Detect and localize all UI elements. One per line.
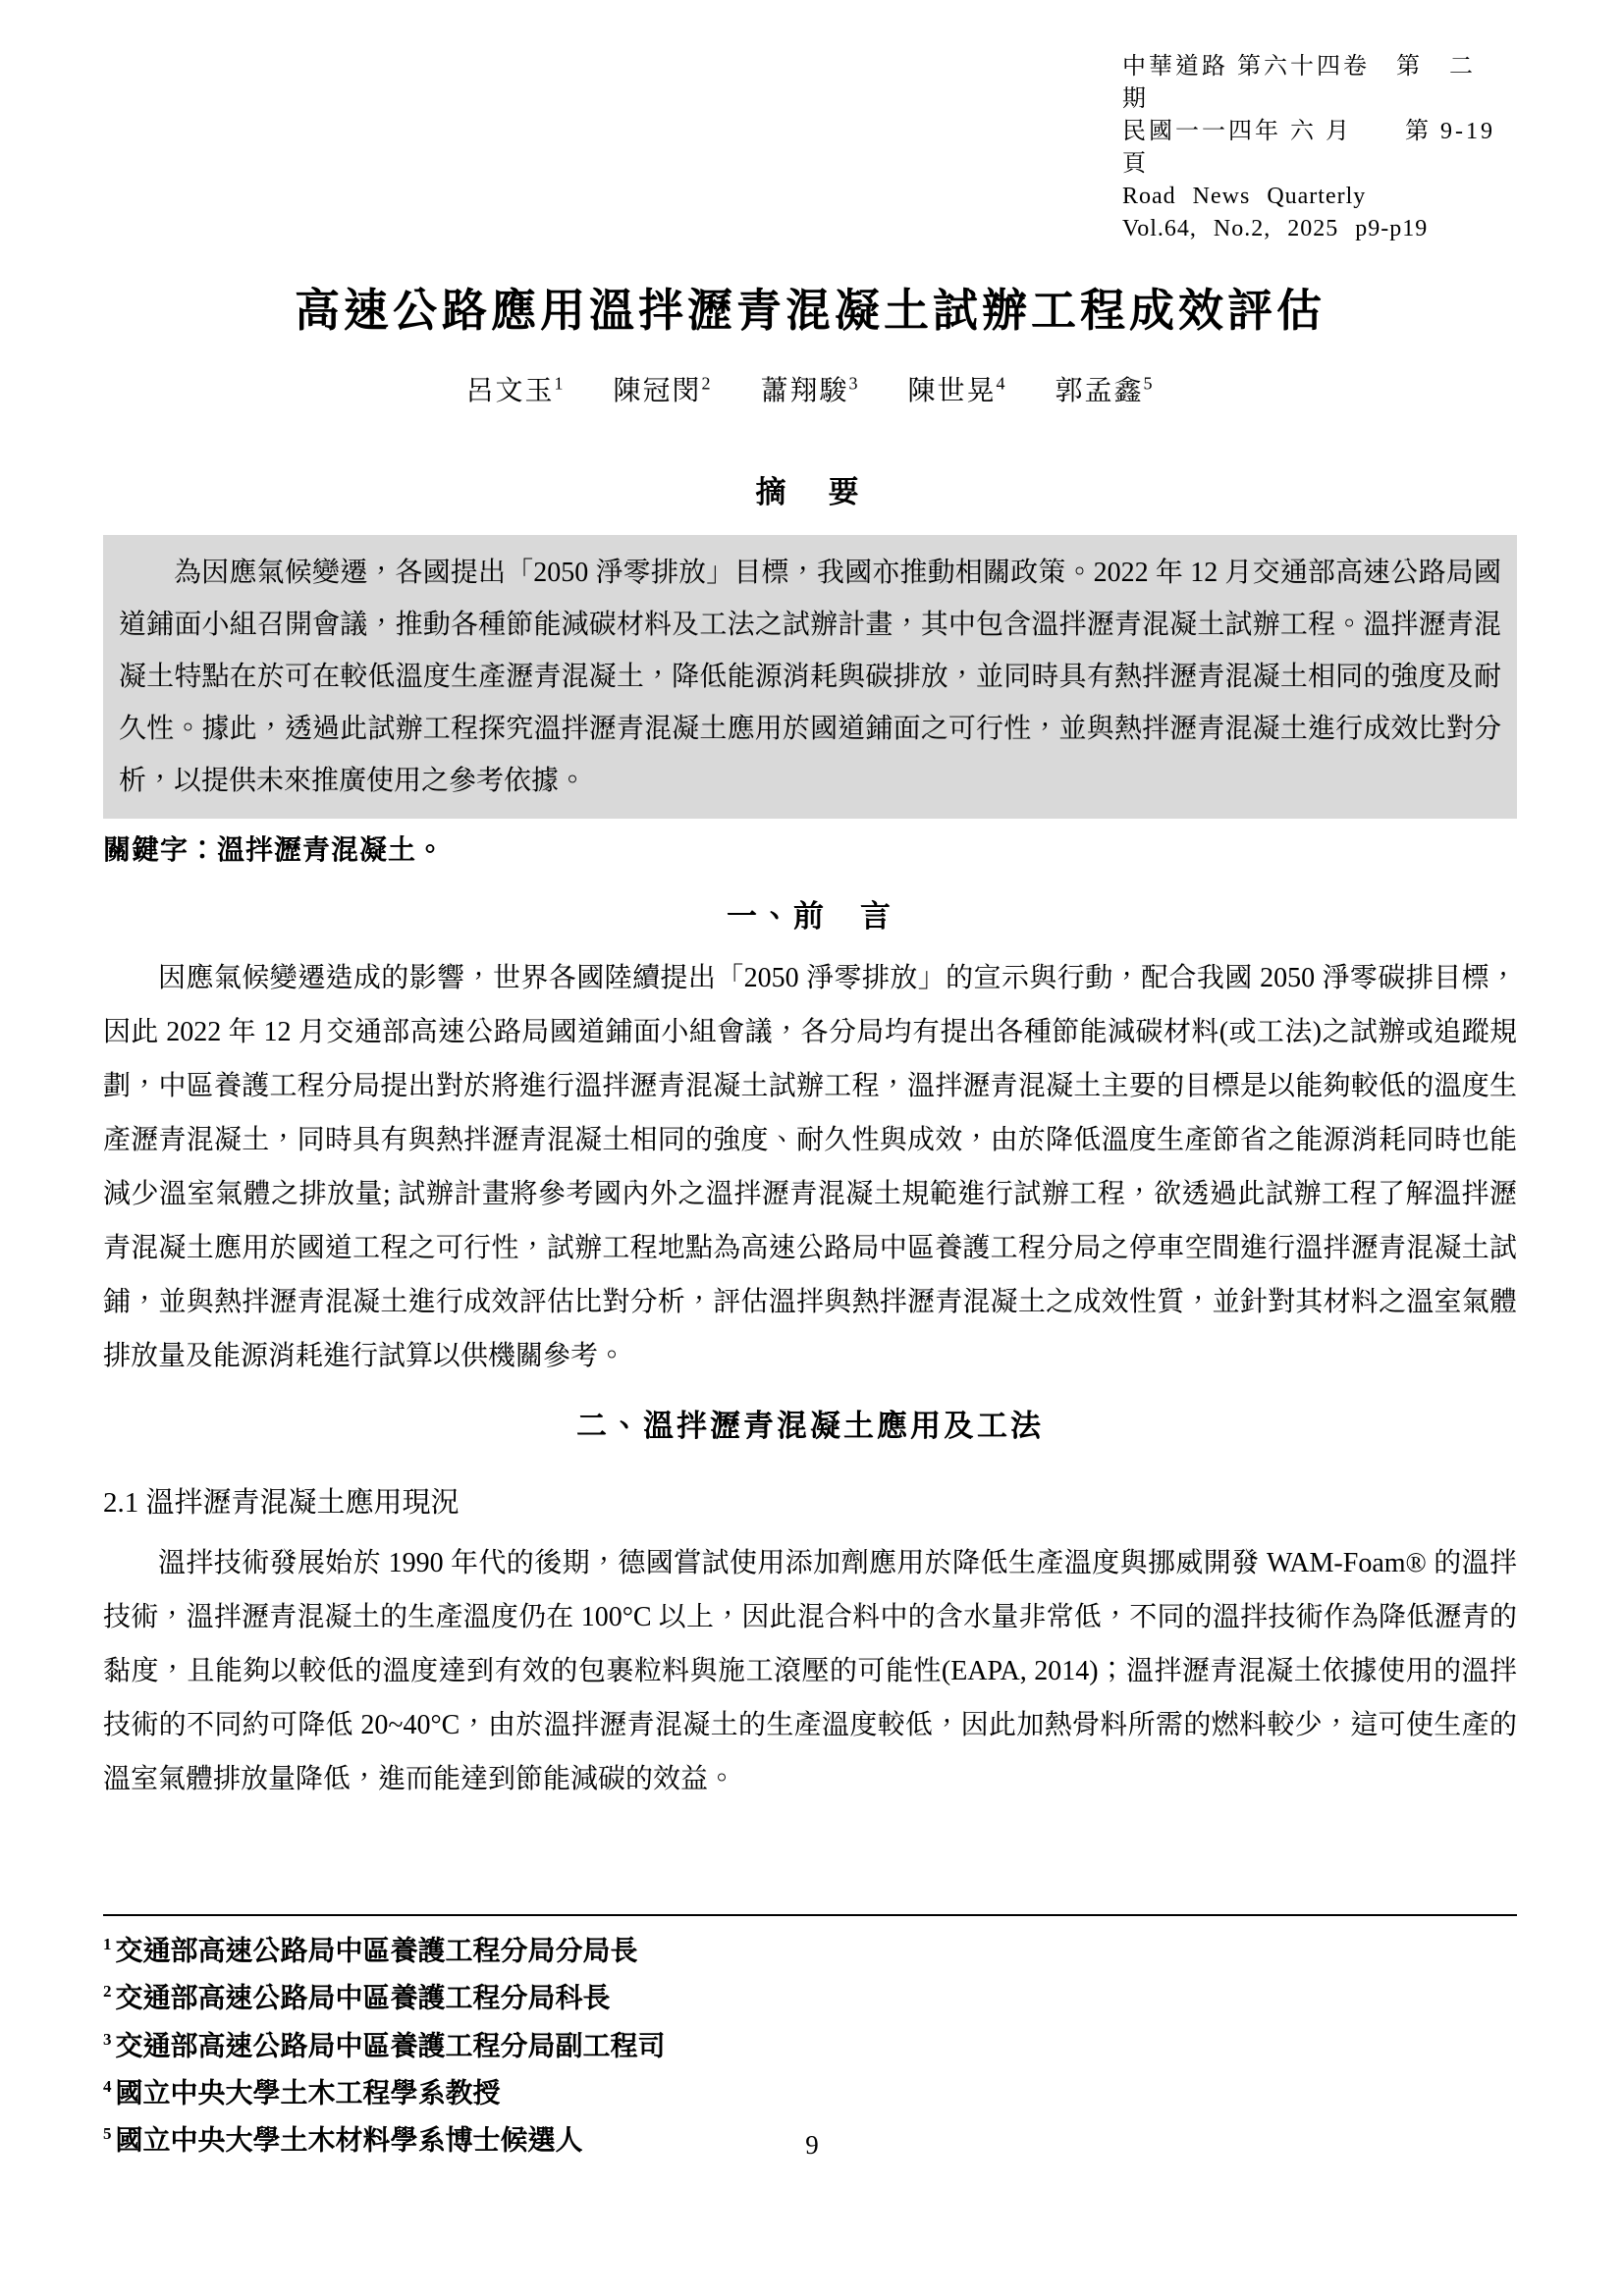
keywords-line: 關鍵字：溫拌瀝青混凝土。 [103, 835, 446, 866]
section-1-paragraph: 因應氣候變遷造成的影響，世界各國陸續提出「2050 淨零排放」的宣示與行動，配合我國 2050 淨零碳排目標，因此 2022 年 12 月交通部高速公路局國道鋪面小組會議，各分局均有提出各種節能減碳材料(或工法)之試辦或追蹤規劃，中區養護工程分局提出對於將進行溫拌瀝青混凝土試辦工程，溫拌瀝青混凝土主要的目標是以能夠較低的溫度生產瀝青混凝土，同時具有與熱拌瀝青混凝土相同的強度、耐久性與成效，由於降低溫度生產節省之能源消耗同時也能減少溫室氣體之排放量; 試辦計畫將參考國內外之溫拌瀝青混凝土規範進行試辦工程，欲透過此試辦工程了解溫拌瀝青混凝土應用於國道工程之可行性，試辦工程地點為高速公路局中區養護工程分局之停車空間進行溫拌瀝青混凝土試鋪，並與熱拌瀝青混凝土進行成效評估比對分析，評估溫拌與熱拌瀝青混凝土之成效性質，並針對其材料之溫室氣體排放量及能源消耗進行試算以供機關參考。 [103, 963, 1517, 1371]
author-name: 呂文玉$^1$ [465, 373, 566, 406]
subsection-2-1-heading: 2.1 溫拌瀝青混凝土應用現況 [103, 1487, 460, 1519]
section-2-heading: 二、溫拌瀝青混凝土應用及工法 [576, 1409, 1044, 1443]
authors-line [103, 369, 1517, 408]
page-number: 9 [805, 2130, 819, 2160]
author-affiliation-superscript: 1 [554, 373, 566, 394]
footnote-number: 1 [103, 1935, 112, 1953]
journal-header-line: 中華道路 第六十四卷 第 二 期 [1122, 54, 1502, 112]
author-affiliation-superscript: 3 [848, 373, 860, 394]
footnote-text: 交通部高速公路局中區養護工程分局分局長 [115, 1935, 638, 1966]
footnote-line [103, 2019, 1517, 2066]
footnote-number: 2 [103, 1982, 112, 2002]
journal-header [1122, 51, 1517, 245]
author-name: 蕭翔駿$^3$ [760, 373, 860, 406]
abstract-heading: 摘 要 [755, 475, 865, 509]
footnote-text: 交通部高速公路局中區養護工程分局副工程司 [115, 2029, 666, 2060]
footnote-line [103, 1971, 1517, 2018]
footnote-line [103, 1924, 1517, 1971]
journal-header-line: Vol.64, No.2, 2025 p9-p19 [1122, 216, 1429, 241]
author-name: 陳世晃$^4$ [907, 373, 1007, 406]
author-affiliation-superscript: 2 [701, 373, 713, 394]
footnote-text: 國立中央大學土木材料學系博士候選人 [115, 2124, 583, 2156]
footnote-number: 5 [103, 2124, 112, 2144]
abstract-text: 為因應氣候變遷，各國提出「2050 淨零排放」目標，我國亦推動相關政策。2022 年 12 月交通部高速公路局國道鋪面小組召開會議，推動各種節能減碳材料及工法之試辦計畫，其中包含溫拌瀝青混凝土試辦工程。溫拌瀝青混凝土特點在於可在較低溫度生產瀝青混凝土，降低能源消耗與碳排放，並同時具有熱拌瀝青混凝土相同的強度及耐久性。據此，透過此試辦工程探究溫拌瀝青混凝土應用於國道鋪面之可行性，並與熱拌瀝青混凝土進行成效比對分析，以提供未來推廣使用之參考依據。 [119, 558, 1501, 796]
author-affiliation-superscript: 4 [996, 373, 1007, 394]
author-name: 陳冠閔$^2$ [613, 373, 713, 406]
journal-header-line: Road News Quarterly [1122, 184, 1367, 209]
subsection-2-1-paragraph: 溫拌技術發展始於 1990 年代的後期，德國嘗試使用添加劑應用於降低生產溫度與挪威開發 WAM-Foam® 的溫拌技術，溫拌瀝青混凝土的生產溫度仍在 100°C 以上，因此混合料中的含水量非常低，不同的溫拌技術作為降低瀝青的黏度，且能夠以較低的溫度達到有效的包裹粒料與施工滾壓的可能性(EAPA, 2014)；溫拌瀝青混凝土依據使用的溫拌技術的不同約可降低 20~40°C，由於溫拌瀝青混凝土的生產溫度較低，因此加熱骨料所需的燃料較少，這可使生產的溫室氣體排放量降低，進而能達到節能減碳的效益。 [103, 1548, 1517, 1794]
abstract-box [103, 535, 1517, 819]
footnotes-block [103, 1914, 1517, 2162]
footnote-text: 國立中央大學土木工程學系教授 [115, 2077, 501, 2109]
footnote-line [103, 2066, 1517, 2113]
footnote-number: 4 [103, 2076, 112, 2096]
footnote-text: 交通部高速公路局中區養護工程分局科長 [115, 1982, 611, 2013]
footnote-number: 3 [103, 2029, 112, 2049]
paper-title: 高速公路應用溫拌瀝青混凝土試辦工程成效評估 [295, 286, 1326, 336]
author-name: 郭孟鑫$^5$ [1055, 373, 1155, 406]
author-affiliation-superscript: 5 [1143, 373, 1155, 394]
section-1-heading: 一、前 言 [727, 899, 893, 934]
journal-header-line: 民國一一四年 六 月 第 9-19 頁 [1122, 119, 1495, 177]
